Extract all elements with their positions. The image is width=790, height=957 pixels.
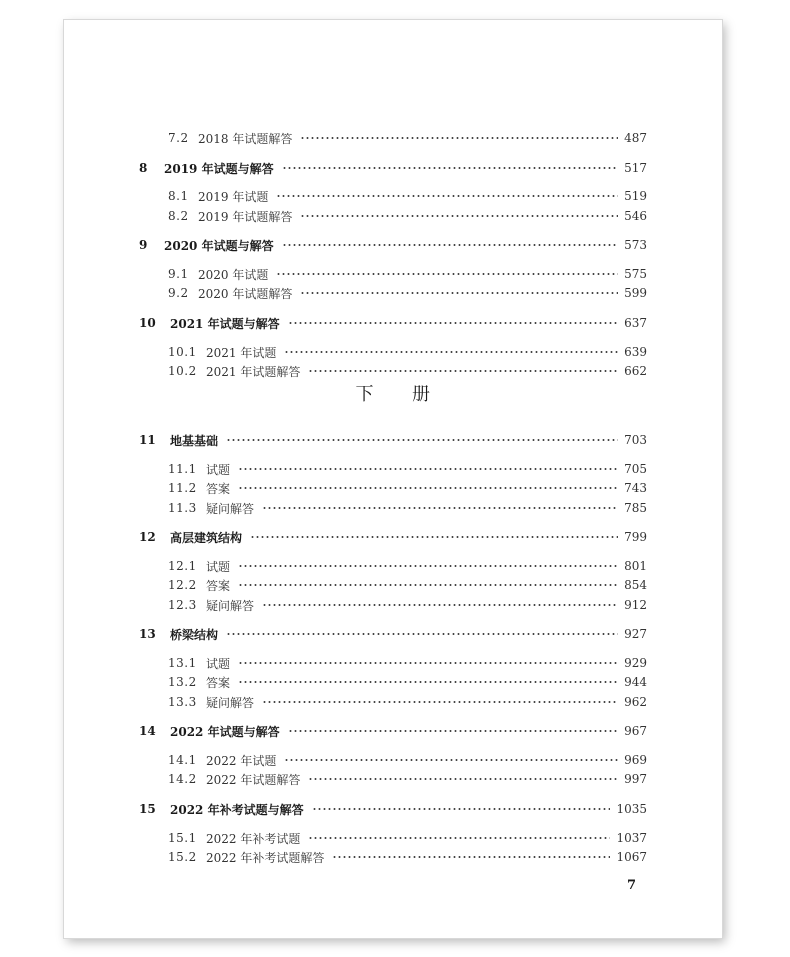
dot-leader [332, 855, 610, 859]
page-ref: 705 [624, 462, 647, 476]
page-ref: 599 [624, 286, 647, 300]
chapter-number: 9 [139, 238, 148, 252]
page-ref: 912 [624, 598, 647, 612]
section-number: 14.1 [168, 753, 197, 767]
section-number: 13.2 [168, 675, 197, 689]
page-ref: 1067 [616, 850, 647, 864]
toc-section-row [64, 654, 722, 672]
section-number: 10.1 [168, 345, 197, 359]
toc-section-row [64, 284, 722, 302]
section-number: 10.2 [168, 364, 197, 378]
toc-chapter-row [64, 314, 722, 332]
section-title: 答案 [206, 578, 231, 593]
toc-section-row [64, 129, 722, 147]
toc-section-row [64, 693, 722, 711]
page-ref: 743 [624, 481, 647, 495]
toc-section-row [64, 460, 722, 478]
dot-leader [308, 777, 618, 781]
chapter-title: 2019 年试题与解答 [164, 161, 274, 176]
section-number: 13.1 [168, 656, 197, 670]
section-title: 2022 年试题解答 [206, 772, 301, 787]
toc-section-row [64, 343, 722, 361]
section-title: 2022 年试题 [206, 753, 277, 768]
dot-leader [238, 583, 618, 587]
page-ref: 944 [624, 675, 647, 689]
section-title: 2019 年试题解答 [198, 209, 293, 224]
page-ref: 967 [624, 724, 647, 738]
section-title: 疑问解答 [206, 598, 255, 613]
dot-leader [300, 291, 618, 295]
toc-chapter-row [64, 236, 722, 254]
section-title: 2022 年补考试题解答 [206, 850, 325, 865]
dot-leader [238, 486, 618, 490]
chapter-number: 11 [139, 433, 156, 447]
chapter-number: 14 [139, 724, 156, 738]
dot-leader [288, 321, 619, 325]
page-ref: 969 [624, 753, 647, 767]
dot-leader [308, 836, 610, 840]
volume-heading [64, 380, 722, 406]
toc-section-row [64, 576, 722, 594]
toc-section-row [64, 770, 722, 788]
section-number: 7.2 [168, 131, 189, 145]
page-ref: 927 [624, 627, 647, 641]
page-ref: 785 [624, 501, 647, 515]
section-number: 8.1 [168, 189, 189, 203]
page-ref: 962 [624, 695, 647, 709]
section-title: 疑问解答 [206, 501, 255, 516]
section-number: 11.1 [168, 462, 197, 476]
section-number: 9.2 [168, 286, 189, 300]
section-title: 疑问解答 [206, 695, 255, 710]
page-number: 7 [626, 878, 636, 893]
dot-leader [300, 214, 618, 218]
section-title: 2018 年试题解答 [198, 131, 293, 146]
toc-chapter-row [64, 431, 722, 449]
toc-section-row [64, 207, 722, 225]
chapter-title: 2020 年试题与解答 [164, 238, 274, 253]
chapter-number: 10 [139, 316, 156, 330]
dot-leader [282, 166, 619, 170]
page-ref: 639 [624, 345, 647, 359]
dot-leader [276, 194, 618, 198]
chapter-title: 地基基础 [170, 433, 219, 448]
page-ref: 517 [624, 161, 647, 175]
section-number: 14.2 [168, 772, 197, 786]
section-title: 试题 [206, 559, 231, 574]
toc-section-row [64, 499, 722, 517]
page-ref: 929 [624, 656, 647, 670]
page-ref: 799 [624, 530, 647, 544]
page-ref: 637 [624, 316, 647, 330]
toc-page [64, 20, 722, 938]
toc-section-row [64, 829, 722, 847]
section-number: 12.1 [168, 559, 197, 573]
page-ref: 1035 [616, 802, 647, 816]
dot-leader [262, 506, 618, 510]
page-ref: 546 [624, 209, 647, 223]
chapter-number: 15 [139, 802, 156, 816]
page-ref: 575 [624, 267, 647, 281]
toc-section-row [64, 848, 722, 866]
toc-section-row [64, 673, 722, 691]
dot-leader [262, 700, 618, 704]
section-number: 15.1 [168, 831, 197, 845]
dot-leader [288, 729, 619, 733]
volume-heading-char: 册 [412, 384, 431, 405]
page-ref: 854 [624, 578, 647, 592]
section-title: 2021 年试题解答 [206, 364, 301, 379]
page-ref: 801 [624, 559, 647, 573]
page-ref: 703 [624, 433, 647, 447]
toc-section-row [64, 362, 722, 380]
volume-heading-char: 下 [355, 384, 374, 405]
toc-chapter-row [64, 722, 722, 740]
toc-section-row [64, 751, 722, 769]
chapter-title: 高层建筑结构 [170, 530, 243, 545]
toc-section-row [64, 479, 722, 497]
toc-section-row [64, 265, 722, 283]
chapter-title: 桥梁结构 [170, 627, 219, 642]
section-number: 12.2 [168, 578, 197, 592]
section-title: 试题 [206, 462, 231, 477]
dot-leader [250, 535, 618, 539]
section-title: 试题 [206, 656, 231, 671]
section-number: 13.3 [168, 695, 197, 709]
section-title: 2020 年试题 [198, 267, 269, 282]
dot-leader [262, 603, 618, 607]
toc-chapter-row [64, 625, 722, 643]
dot-leader [300, 136, 618, 140]
dot-leader [284, 758, 618, 762]
section-number: 9.1 [168, 267, 189, 281]
dot-leader [276, 272, 618, 276]
page-ref: 519 [624, 189, 647, 203]
chapter-number: 13 [139, 627, 156, 641]
dot-leader [282, 243, 619, 247]
page-ref: 487 [624, 131, 647, 145]
chapter-number: 8 [139, 161, 148, 175]
toc-section-row [64, 187, 722, 205]
section-number: 15.2 [168, 850, 197, 864]
section-title: 答案 [206, 481, 231, 496]
dot-leader [226, 438, 618, 442]
chapter-title: 2021 年试题与解答 [170, 316, 280, 331]
chapter-title: 2022 年补考试题与解答 [170, 802, 304, 817]
section-title: 2019 年试题 [198, 189, 269, 204]
page-ref: 1037 [616, 831, 647, 845]
dot-leader [238, 564, 618, 568]
page-ref: 997 [624, 772, 647, 786]
dot-leader [226, 632, 618, 636]
section-title: 答案 [206, 675, 231, 690]
dot-leader [238, 661, 618, 665]
page-ref: 662 [624, 364, 647, 378]
section-number: 11.3 [168, 501, 197, 515]
dot-leader [238, 680, 618, 684]
section-number: 11.2 [168, 481, 197, 495]
dot-leader [312, 807, 611, 811]
section-title: 2021 年试题 [206, 345, 277, 360]
toc-chapter-row [64, 159, 722, 177]
toc-chapter-row [64, 800, 722, 818]
section-number: 12.3 [168, 598, 197, 612]
chapter-title: 2022 年试题与解答 [170, 724, 280, 739]
section-title: 2022 年补考试题 [206, 831, 301, 846]
section-number: 8.2 [168, 209, 189, 223]
toc-section-row [64, 596, 722, 614]
dot-leader [284, 350, 618, 354]
chapter-number: 12 [139, 530, 156, 544]
toc-section-row [64, 557, 722, 575]
section-title: 2020 年试题解答 [198, 286, 293, 301]
dot-leader [238, 467, 618, 471]
toc-chapter-row [64, 528, 722, 546]
dot-leader [308, 369, 618, 373]
page-ref: 573 [624, 238, 647, 252]
